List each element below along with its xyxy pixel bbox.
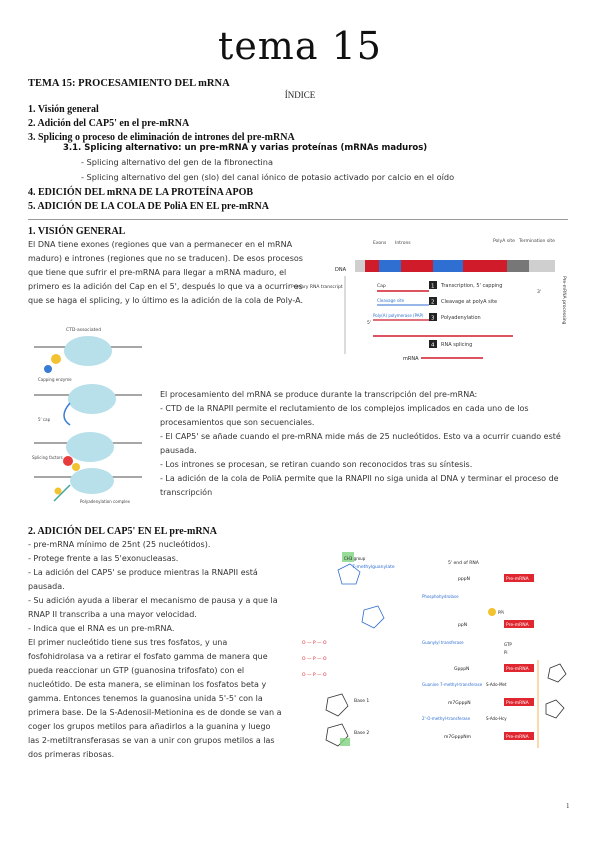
polya-block <box>507 260 529 272</box>
step-number: 1 <box>431 283 435 290</box>
text-line: - El CAP5' se añade cuando el pre-mRNA mide más de 25 nucleótidos. Esto va a ocurrir cuando esté <box>160 432 561 441</box>
rnapii-body <box>68 384 116 414</box>
figure-label: Pre-mRNA processing <box>561 276 566 325</box>
text-line: - Su adición ayuda a liberar el mecanismo de pausa y a que la <box>28 596 278 605</box>
figure-label: Base 2 <box>354 731 370 736</box>
ribose-ring <box>362 606 384 628</box>
figure-label: 5' end of RNA <box>448 561 479 566</box>
text-line: las 2-metiltransferasas se van a unir con grupos metilos a las <box>28 736 275 745</box>
text-line: - Protege frente a las 5'exonucleasas. <box>28 554 179 563</box>
rnapii-body <box>70 468 114 494</box>
figure-label: Cleavage site <box>377 298 405 303</box>
cotranscriptional-svg <box>30 325 150 510</box>
text-line: fosfohidrolasa va a retirar el fosfato gamma de manera que <box>28 652 268 661</box>
text-line: primera base. De la S-Adenosil-Metionina es de donde se van a <box>28 708 282 717</box>
text-line: que tiene que sufrir el pre-mRNA para llegar a mRNA maduro, el <box>28 268 287 277</box>
text-line: El primer nucleótido tiene sus tres fosfatos, y una <box>28 638 228 647</box>
figure-label: S-Ado-Met <box>486 682 507 687</box>
text-line: - Los intrones se procesan, se retiran cuando son reconocidos tras su síntesis. <box>160 460 473 469</box>
text-line: RNAP II transcriba a una mayor velocidad. <box>28 610 197 619</box>
section2-text <box>28 538 290 762</box>
exon-block <box>463 260 507 272</box>
text-line: maduro) e intrones (regiones que no se traducen). De esos procesos <box>28 254 303 263</box>
sam-structure <box>548 664 566 682</box>
figure-label: 5' cap <box>38 417 51 422</box>
stage-label: ppN <box>458 623 468 628</box>
factor-blob <box>44 365 52 373</box>
stage-label: pppN <box>458 577 470 582</box>
text-line: - pre-mRNA mínimo de 25nt (25 nucleótidos). <box>28 540 211 549</box>
text-line: que se haga el splicing, y lo último es la adición de la cola de Poly-A. <box>28 296 303 305</box>
page-number: 1 <box>566 802 570 810</box>
index-item-3: 3. Splicing o proceso de eliminación de intrones del pre-mRNA <box>28 132 295 143</box>
figure-label: Splicing factors <box>32 455 63 460</box>
figure-label: S-Ado-Hcy <box>486 716 507 721</box>
figure-label: mRNA <box>403 356 419 362</box>
text-line: El DNA tiene exones (regiones que van a permanecer en el mRNA <box>28 240 293 249</box>
figure-label: GTP <box>504 642 512 647</box>
figure-label: 7-methylguanylate <box>352 565 395 570</box>
cotranscriptional-figure <box>30 325 150 510</box>
section2-heading: 2. ADICIÓN DEL CAP5' EN EL pre-mRNA <box>28 526 217 537</box>
step-number: 3 <box>431 315 435 322</box>
polya-factor <box>55 488 62 495</box>
step-number: 4 <box>431 342 435 349</box>
figure-label: Poly(A) polymerase (PAP) <box>373 313 424 318</box>
rnapii-body <box>66 432 114 462</box>
figure-label: PPi <box>498 610 504 615</box>
step-label: Transcription, 5' capping <box>441 283 503 289</box>
text-line: - La adición del CAP5' se produce mientras la RNAPII está <box>28 568 258 577</box>
section-divider <box>28 219 568 220</box>
figure-label: Base 1 <box>354 699 370 704</box>
premrna-processing-figure <box>291 236 573 366</box>
methyl-label: CH3 group <box>344 556 366 561</box>
capping-svg <box>298 548 578 758</box>
figure-label: PolyA site <box>493 239 515 244</box>
index-item-5: 5. ADICIÓN DE LA COLA DE PoliA EN EL pre-mRNA <box>28 201 269 212</box>
premrna-label: Pre-mRNA <box>506 701 529 706</box>
page-title: tema 15 <box>218 24 382 68</box>
premrna-label: Pre-mRNA <box>506 577 529 582</box>
topic-heading: TEMA 15: PROCESAMIENTO DEL mRNA <box>28 78 230 89</box>
index-item-4: 4. EDICIÓN DEL mRNA DE LA PROTEÍNA APOB <box>28 187 254 198</box>
text-line: El procesamiento del mRNA se produce durante la transcripción del pre-mRNA: <box>160 390 478 399</box>
text-line: gamma. Entonces tenemos la guanosina unida 5'-5' con la <box>28 694 263 703</box>
text-line: procesamientos que son secuenciales. <box>160 418 315 427</box>
text-line: primero es la adición del Cap en el 5', después lo que va a ocurrir es <box>28 282 303 291</box>
enzyme-label: Guanine 7-methyl-transferase <box>422 682 483 687</box>
premrna-processing-svg <box>291 236 573 366</box>
enzyme-label: 2'-O-methyl-transferase <box>422 716 471 721</box>
section1-text-2 <box>160 388 570 500</box>
step-label: RNA splicing <box>441 342 473 348</box>
text-line: nucleótido. De esta manera, se eliminan los fosfatos beta y <box>28 680 267 689</box>
premrna-label: Pre-mRNA <box>506 735 529 740</box>
index-subsubitem-1: - Splicing alternativo del gen de la fibronectina <box>81 157 274 167</box>
step-label: Cleavage at polyA site <box>441 299 498 305</box>
section1-text <box>28 238 328 308</box>
stage-label: GpppN <box>454 667 470 672</box>
text-line: pueda reaccionar un GTP (guanosina trifosfato) con el <box>28 666 245 675</box>
capping-enzyme <box>51 354 61 364</box>
figure-label: DNA <box>335 267 347 273</box>
intron-block <box>379 260 401 272</box>
rna-strand <box>64 403 70 425</box>
index-subitem-3-1: 3.1. Splicing alternativo: un pre-mRNA y varias proteínas (mRNAs maduros) <box>63 143 428 153</box>
exon-block <box>365 260 379 272</box>
methyl-highlight <box>340 738 350 746</box>
step-number: 2 <box>431 299 435 306</box>
text-line: coger los grupos metilos para añadirlos a la guanina y luego <box>28 722 271 731</box>
figure-label: Cap <box>377 284 386 289</box>
sam-structure <box>546 700 564 718</box>
figure-label: Exons <box>373 241 387 246</box>
text-line: - Indica que el RNA es un pre-mRNA. <box>28 624 175 633</box>
text-line: transcripción <box>160 488 213 497</box>
exon-block <box>401 260 433 272</box>
index-label: ÍNDICE <box>284 90 316 100</box>
figure-label: Pi <box>504 650 508 655</box>
text-line: - La adición de la cola de PoliA permite que la RNAPII no siga unida al DNA y terminar el proceso de <box>160 474 559 483</box>
text-line: pausada. <box>28 582 65 591</box>
index-item-2: 2. Adición del CAP5' en el pre-mRNA <box>28 118 190 129</box>
ribose-ring <box>326 694 348 716</box>
rnapii-body <box>64 336 112 366</box>
phosphate-circle <box>488 608 496 616</box>
splicing-factor <box>72 463 80 471</box>
figure-label: Capping enzyme <box>38 377 72 382</box>
figure-label: 5' <box>367 321 372 326</box>
figure-label: Primary RNA transcript <box>291 285 343 290</box>
step-label: Polyadenylation <box>441 315 481 321</box>
enzyme-label: Guanylyl transferase <box>422 640 464 645</box>
phosphate-label: O — P — O <box>302 673 327 678</box>
enzyme-label: Phosphohydrolase <box>422 594 459 599</box>
premrna-label: Pre-mRNA <box>506 623 529 628</box>
intron-block <box>433 260 463 272</box>
text-line: pausada. <box>160 446 197 455</box>
figure-label: Introns <box>395 241 411 246</box>
section1-heading: 1. VISIÓN GENERAL <box>28 226 126 237</box>
phosphate-label: O — P — O <box>302 657 327 662</box>
premrna-label: Pre-mRNA <box>506 667 529 672</box>
index-subsubitem-2: - Splicing alternativo del gen (slo) del canal iónico de potasio activado por calcio en el oído <box>81 172 455 182</box>
index-item-1: 1. Visión general <box>28 104 99 115</box>
figure-label: Termination site <box>519 239 555 244</box>
text-line: dos primeras ribosas. <box>28 750 115 759</box>
phosphate-label: O — P — O <box>302 641 327 646</box>
figure-label: CTD-associated <box>66 328 102 333</box>
figure-label: 3' <box>537 290 542 295</box>
stage-label: m7GpppN <box>448 701 471 706</box>
stage-label: m7GpppNm <box>444 735 472 740</box>
text-line: - CTD de la RNAPII permite el reclutamiento de los complejos implicados en cada uno de los <box>160 404 529 413</box>
splicing-factor <box>63 456 73 466</box>
figure-label: Polyadenylation complex <box>80 499 130 504</box>
capping-figure <box>298 548 578 758</box>
